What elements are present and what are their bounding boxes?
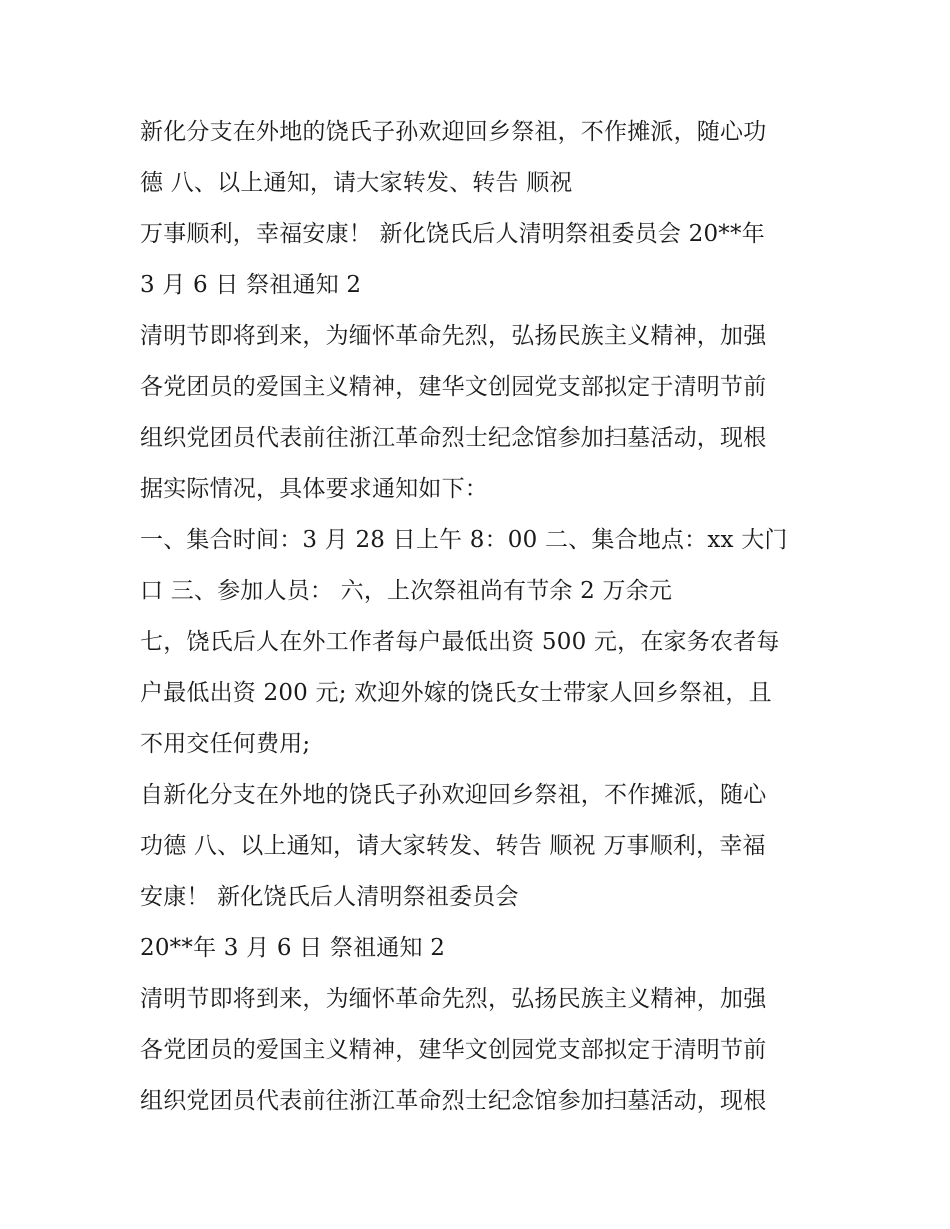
text-line: 清明节即将到来，为缅怀革命先烈，弘扬民族主义精神，加强 (140, 986, 767, 1012)
text-line: 据实际情况，具体要求通知如下： (140, 476, 488, 502)
text-line: 一、集合时间：3 月 28 日上午 8：00 二、集合地点：xx 大门 (140, 527, 788, 553)
text-line: 口 三、参加人员： 六，上次祭祖尚有节余 2 万余元 (140, 578, 673, 604)
document-body (140, 107, 830, 1127)
text-line: 安康！ 新化饶氏后人清明祭祖委员会 (140, 884, 519, 910)
text-line: 3 月 6 日 祭祖通知 2 (140, 272, 362, 298)
text-line: 各党团员的爱国主义精神，建华文创园党支部拟定于清明节前 (140, 1037, 767, 1063)
text-line: 新化分支在外地的饶氏子孙欢迎回乡祭祖，不作摊派，随心功 (140, 119, 767, 145)
text-line: 七，饶氏后人在外工作者每户最低出资 500 元，在家务农者每 (140, 629, 780, 655)
text-line: 德 八、以上通知，请大家转发、转告 顺祝 (140, 170, 573, 196)
text-line: 各党团员的爱国主义精神，建华文创园党支部拟定于清明节前 (140, 374, 767, 400)
text-line: 组织党团员代表前往浙江革命烈士纪念馆参加扫墓活动，现根 (140, 425, 767, 451)
text-line: 户最低出资 200 元; 欢迎外嫁的饶氏女士带家人回乡祭祖，且 (140, 680, 772, 706)
text-line: 功德 八、以上通知，请大家转发、转告 顺祝 万事顺利，幸福 (140, 833, 766, 859)
text-line: 自新化分支在外地的饶氏子孙欢迎回乡祭祖，不作摊派，随心 (140, 782, 767, 808)
text-line: 万事顺利，幸福安康！ 新化饶氏后人清明祭祖委员会 20**年 (140, 221, 765, 247)
text-line: 组织党团员代表前往浙江革命烈士纪念馆参加扫墓活动，现根 (140, 1088, 767, 1114)
text-line: 清明节即将到来，为缅怀革命先烈，弘扬民族主义精神，加强 (140, 323, 767, 349)
text-line: 不用交任何费用; (140, 731, 311, 757)
text-line: 20**年 3 月 6 日 祭祖通知 2 (140, 935, 446, 961)
